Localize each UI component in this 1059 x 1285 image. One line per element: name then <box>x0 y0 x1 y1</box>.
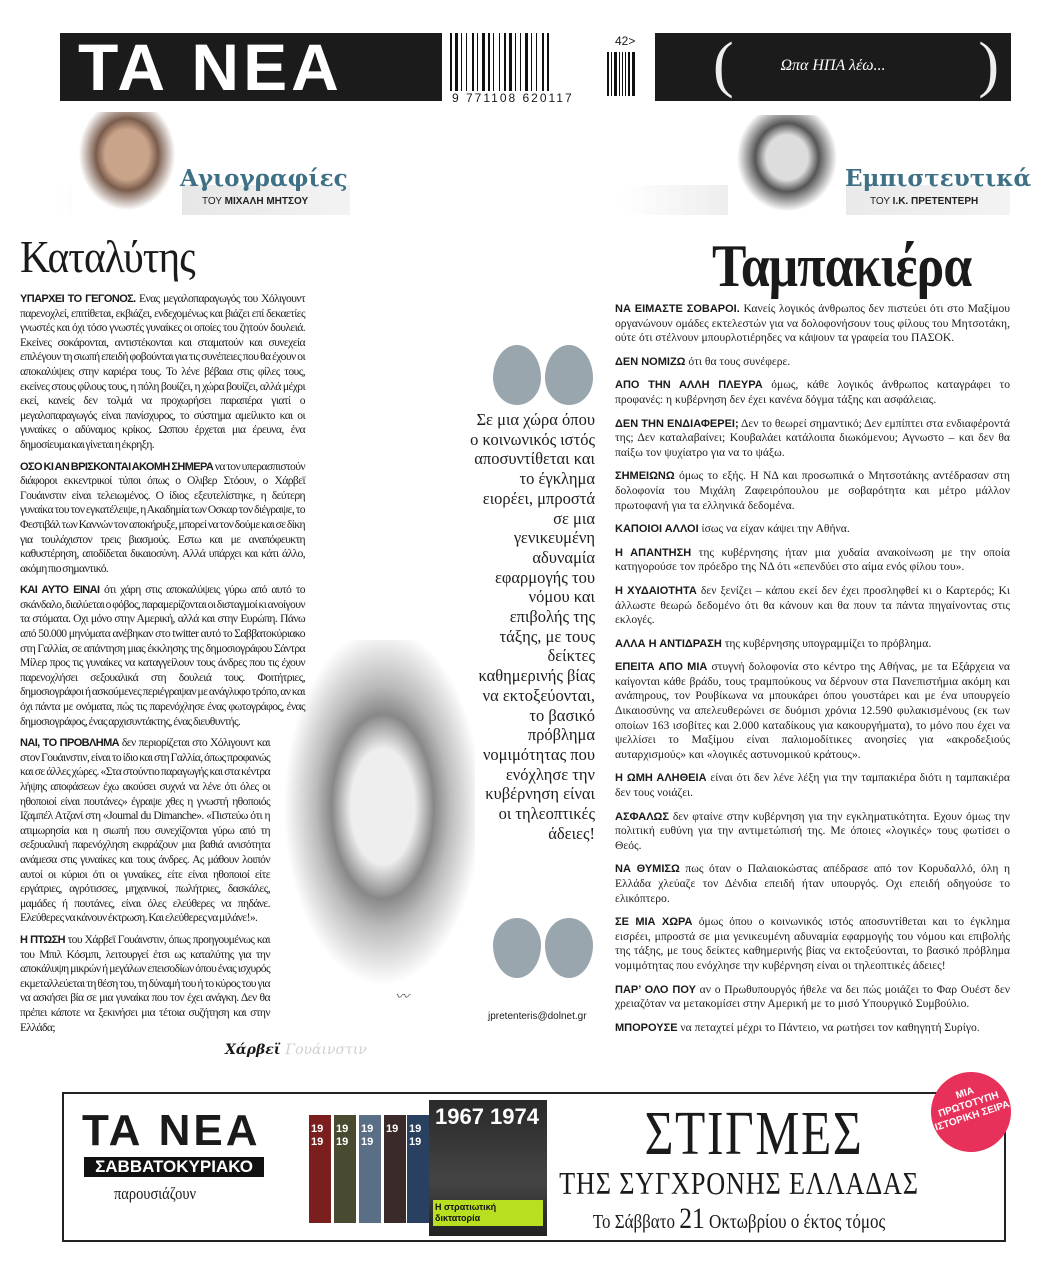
ad-subtitle: ΤΗΣ ΣΥΓΧΡΟΝΗΣ ΕΛΛΑΔΑΣ <box>559 1165 919 1201</box>
paragraph: Η ΑΠΑΝΤΗΣΗ της κυβέρνησης ήταν μια χυδαία ανακοίνωση με την οποία κατηγορούσε τον πρόεδρο της ΝΔ ότι «επενδύει στο αίμα ενός φίλου του». <box>615 545 1011 574</box>
ad-presents: παρουσιάζουν <box>114 1184 197 1203</box>
close-quote-icon <box>545 918 593 978</box>
slogan: Ωπα ΗΠΑ λέω... <box>780 57 886 74</box>
right-article-body <box>615 302 1010 1044</box>
artist-signature: 〰 <box>395 990 409 1005</box>
article-title: Ταμπακιέρα <box>712 233 972 299</box>
illustration-caption: Χάρβεϊ Γουάινστιν <box>225 1042 367 1058</box>
ad-logo-sub: ΣΑΒΒΑΤΟΚΥΡΙΑΚΟ <box>84 1157 264 1177</box>
byline: ΤΟΥ ΜΙΧΑΛΗ ΜΗΤΣΟΥ <box>202 196 309 207</box>
book-cover: 19 19 <box>359 1115 381 1223</box>
paragraph: ΝΑ ΕΙΜΑΣΤΕ ΣΟΒΑΡΟΙ. Κανείς λογικός άνθρωπος δεν πιστεύει ότι στο Μαξίμου οργανώνουν ομάδες εκτελεστών για να δολοφονήσουν τους φίλους του Μητσοτάκη, ούτε ότι στέλνουν μπουρλοτιέρηδες να κάψουν τα γραφεία του ΠΑΣΟΚ. <box>615 302 1010 345</box>
paragraph: ΣΕ ΜΙΑ ΧΩΡΑ όμως όπου ο κοινωνικός ιστός αποσυντίθεται και το έγκλημα εισρέει, μπροστά σε μια γενικευμένη αδυναμία εφαρμογής του νόμου και επιβολής της τάξης, με τους δείκτες καθημερινής βίας να εκτοξεύονται, το βασικό πρόβλημα νομιμότητας που ενόχλησε την κυβέρνηση είναι οι τηλεοπτικές άδειες! <box>615 915 1010 972</box>
barcode <box>450 33 600 91</box>
paragraph: ΕΠΕΙΤΑ ΑΠΟ ΜΙΑ στυγνή δολοφονία στο κέντρο της Αθήνας, με τα Εξάρχεια να καίγονται κάθε βράδυ, τους τραμπούκους να δέρνουν στα Πανεπιστήμια ακόμη και ανάπηρους, τον Ρουβίκωνα να μπουκάρει όπου γουστάρει και με ένα υπουργείο Δικαιοσύνης να απελευθερώνει σε δυόμισι χρόνια 12.590 φυλακισμένους (εκ των οποίων 163 ισοβίτες και 2.000 καταδίκους για κακουργήματα), το μόνο που έχει να ψελλίσει το Μαξίμου είναι παλιομοδίτικες ανοησίες για «ακροδεξιούς αυταρχισμούς» και «λογικές αστυνομικού κράτους». <box>615 660 1010 761</box>
paragraph: ΔΕΝ ΤΗΝ ΕΝΔΙΑΦΕΡΕΙ; Δεν το θεωρεί σημαντικό; Δεν εμπίπτει στα ενδιαφέροντά της; Δεν καταλαβαίνει; Κουβαλάει κατάλοιπα διωκόμενου; Αγνωστο – και δεν θα παίξω τον ψυχίατρο για να το ψάξω. <box>615 416 1010 459</box>
paragraph: ΠΑΡ’ ΟΛΟ ΠΟΥ αν ο Πρωθυπουργός ήθελε να δει πώς μοιάζει το Φαρ Ουέστ δεν χρειαζόταν να μετακομίσει στην Αμερική με το μισό Υπουργικό Συμβούλιο. <box>615 982 1010 1011</box>
paragraph: ΝΑΙ, ΤΟ ΠΡΟΒΛΗΜΑ δεν περιορίζεται στο Χόλιγουντ και στον Γουάινστιν, είναι το ίδιο και στη Γαλλία, όπως προφανώς και σε άλλες χώρες. «Στα στούντιο παραγωγής και στα κέντρα λήψης αποφάσεων έχω ακούσει συχνά να λένε ότι όλες οι ηθοποιοί είναι πουτάνες» έγραψε χθες η γνωστή ηθοποιός Ιζαμπέλ Ατζανί στη «Journal du Dimanche». «Πιστεύω ότι η ατιμωρησία και η σιωπή που συνεχίζονται γύρω από τη σεξουαλική παρενόχληση εκφράζουν μια βαθιά ανισότητα ανάμεσα στις γυναίκες και τους άνδρες. Ας μάθουν λοιπόν αυτοί οι κύριοι ότι οι γυναίκες, είτε είναι ηθοποιοί είτε εργάτριες, αγρότισσες, μηχανικοί, πωλήτριες, δασκάλες, μαμάδες ή πουτάνες, είναι όλες ελεύθερες να πηδάνε. Ελεύθερες να κάνουν έκτρωση. Και ελεύθερες να μιλάνε!». <box>20 736 270 925</box>
book-covers <box>304 1100 544 1236</box>
slogan-box <box>655 33 1011 101</box>
ad-date: Το Σάββατο 21 Οκτωβρίου ο έκτος τόμος <box>592 1202 886 1235</box>
ad-title: ΣΤΙΓΜΕΣ <box>644 1100 864 1168</box>
book-cover: 19 19 <box>334 1115 356 1223</box>
advertisement-banner[interactable] <box>62 1085 1012 1242</box>
ad-badge: ΜΙΑ ΠΡΩΤΟΤΥΠΗ ΙΣΤΟΡΙΚΗ ΣΕΙΡΑ <box>921 1062 1022 1163</box>
author-email[interactable]: jpretenteris@dolnet.gr <box>488 1011 587 1022</box>
barcode-addon-bars <box>607 52 635 96</box>
paragraph: ΝΑ ΘΥΜΙΣΩ πως όταν ο Παλαιοκώστας απέδρασε από τον Κορυδαλλό, όλη η Ελλάδα χλεύαζε τον Δένδια επειδή ήταν υπουργός. Οχι επειδή οδηγούσε το ελικόπτερο. <box>615 862 1011 905</box>
paren-open: ( <box>713 31 734 99</box>
byline: ΤΟΥ Ι.Κ. ΠΡΕΤΕΝΤΕΡΗ <box>870 196 979 207</box>
paragraph: Η ΠΤΩΣΗ του Χάρβεϊ Γουάινστιν, όπως προηγουμένως και του Μπιλ Κόσμπι, λειτουργεί έτσι ως καταλύτης για την αποκάλυψη μικρών ή μεγάλων επεισοδίων όπου ένας ισχυρός εκμεταλλεύεται τη θέση του, τη δύναμή του ή το κύρος του για να ασκήσει βία σε μια γυναίκα που τον έχει ανάγκη. Δεν θα πρέπει κάποτε να ξεκινήσει μια τέτοια συζήτηση και στην Ελλάδα; <box>20 932 270 1034</box>
author-photo <box>72 112 182 218</box>
paragraph: ΔΕΝ ΝΟΜΙΖΩ ότι θα τους συνέφερε. <box>615 354 791 368</box>
close-quote-icon <box>493 918 541 978</box>
paragraph: ΑΣΦΑΛΩΣ δεν φταίνε στην κυβέρνηση για την εγκληματικότητα. Εχουν όμως την πολιτική ευθύνη για την αντιμετώπισή της. Με όποιες «λογικές» τους φωτίσει ο Θεός. <box>615 809 1010 852</box>
barcode-number: 9 771108 620117 <box>452 91 574 105</box>
open-quote-icon <box>545 345 593 405</box>
book-cover: 19 <box>384 1115 406 1223</box>
author-photo <box>728 115 846 221</box>
featured-book-cover: 1967 1974 Η στρατιωτική δικτατορία <box>429 1100 547 1236</box>
left-article-body <box>20 292 305 1042</box>
paragraph: ΜΠΟΡΟΥΣΕ να πεταχτεί μέχρι το Πάντειο, να ρωτήσει τον καθηγητή Συρίγο. <box>615 1020 980 1034</box>
paragraph: ΚΑΙ ΑΥΤΟ ΕΙΝΑΙ ότι χάρη στις αποκαλύψεις γύρω από αυτό το σκάνδαλο, διαλύεται ο φόβος, παραμερίζονται οι δισταγμοί κι ανοίγουν τα στόματα. Οχι μόνο στην Αμερική, αλλά και στην Ευρώπη. Πάνω από 50.000 μηνύματα ανέβηκαν στο twitter αυτό το Σαββατοκύριακο στη Γαλλία, σε απάντηση μιας έκκλησης της δημοσιογράφου Σάντρα Μίλερ προς τις γυναίκες να καταγγείλουν τους άνδρες που τις έχουν παρενοχλήσει σεξουαλικά στη δουλειά τους. Φοιτήτριες, δημοσιογράφοι ή ασκούμενες περιέγραψαν με ανάγλυφο τρόπο, αν και όχι πάντα με ονόματα, πώς τις παρενόχλησε ένας φωτογράφος, ένας δημοσιογράφος, ένας αρχισυντάκτης, ένας διευθυντής. <box>20 583 305 728</box>
article-title: Καταλύτης <box>20 231 195 282</box>
paren-close: ) <box>978 31 999 99</box>
book-cover: 19 19 <box>407 1115 429 1223</box>
barcode-addon: 42> <box>615 34 636 48</box>
paragraph: Η ΧΥΔΑΙΟΤΗΤΑ δεν ξενίζει – κάπου εκεί δεν έχει προσληφθεί κι ο Καρτερός; Κι άλλωστε θεωρώ δεδομένο ότι θα κάνουν και θα πουν τα πάντα πηγαίνοντας στις εκλογές. <box>615 583 1010 627</box>
pull-quote: Σε μια χώρα όπου ο κοινωνικός ιστός αποσυντίθεται και το έγκλημα ειορέει, μπροστά σε μια γενικευμένη αδυναμία εφαρμογής του νόμου και επιβολής της τάξης, με τους δείκτες καθημερινής βίας να εκτοξεύονται, το βασικό πρόβλημα νομιμότητας που ενόχλησε την κυβέρνηση είναι οι τηλεοπτικές άδειες! <box>470 410 595 843</box>
paragraph: ΑΠΟ ΤΗΝ ΑΛΛΗ ΠΛΕΥΡΑ όμως, κάθε λογικός άνθρωπος καταγράφει το προφανές: η κυβέρνηση δεν έχει κανένα δόγμα τάξης και ασφάλειας. <box>615 378 1011 406</box>
open-quote-icon <box>493 345 541 405</box>
column-name: Αγιογραφίες <box>180 165 348 192</box>
paragraph: ΟΣΟ ΚΙ ΑΝ ΒΡΙΣΚΟΝΤΑΙ ΑΚΟΜΗ ΣΗΜΕΡΑ να τον υπερασπιστούν διάφοροι εκκεντρικοί τύποι όπως ο Ολιβερ Στόουν, ο Χάρβεϊ Γουάινστιν είναι τελειωμένος. Ο ίδιος εξευτελίστηκε, η δεύτερη γυναίκα του τον εγκατέλειψε, η Ακαδημία των Οσκαρ τον διέγραψε, το Φεστιβάλ των Καννών τον αποκήρυξε, μπορεί να τον δούμε και σε δίκη για τουλάχιστον τρεις βιασμούς. Εστω και με αναπόφευκτη καθυστέρηση, αποδίδεται δικαιοσύνη. Αλλά υπάρχει και κάτι άλλο, ακόμη πιο σημαντικό. <box>20 459 306 575</box>
paragraph: Η ΩΜΗ ΑΛΗΘΕΙΑ είναι ότι δεν λένε λέξη για την ταμπακιέρα διότι η ταμπακιέρα δεν τους νοιάζει. <box>615 771 1010 800</box>
column-name: Εμπιστευτικά <box>845 165 1032 192</box>
paragraph: ΣΗΜΕΙΩΝΩ όμως το εξής. Η ΝΔ και προσωπικά ο Μητσοτάκης αντέδρασαν στη δολοφονία του Μιχάλη Ζαφειρόπουλου με σοβαρότητα και μέτρο μάλλον πρωτοφανή για τα ελληνικά δεδομένα. <box>615 469 1010 512</box>
book-cover: 19 19 <box>309 1115 331 1223</box>
paragraph: ΑΛΛΑ Η ΑΝΤΙΔΡΑΣΗ της κυβέρνησης υπογραμμίζει το πρόβλημα. <box>615 636 932 650</box>
ad-logo: ΤΑ ΝΕΑ <box>82 1106 261 1155</box>
paragraph: ΚΑΠΟΙΟΙ ΑΛΛΟΙ ίσως να είχαν κάψει την Αθήνα. <box>615 522 850 536</box>
masthead-logo: ΤΑ ΝΕΑ <box>60 33 442 101</box>
paragraph: ΥΠΑΡΧΕΙ ΤΟ ΓΕΓΟΝΟΣ. Ενας μεγαλοπαραγωγός του Χόλιγουντ παρενοχλεί, επιτίθεται, εκβιάζει, ενδεχομένως και βιάζει επί δεκαετίες γνωστές και όχι τόσο γνωστές γυναίκες οι οποίες του ζητούν δουλειά. Εκείνες σοκάρονται, αντιστέκονται και σταματούν και συνεχεία επιλέγουν τη σιωπή επειδή φοβούνται για τις συνέπειες που θα έχουν οι αποκαλύψεις στην καριέρα τους. Το λένε βέβαια στις φίλες τους, εκείνες στους φίλους τους, η πόλη βουίζει, η χώρα βουίζει, αλλά μέχρι εκεί, κανείς δεν τολμά να προχωρήσει παραπέρα γιατί ο μεγαλοπαραγωγός είναι πανίσχυρος, το σύστημα αμείλικτο και οι γυναίκες ο αδύναμος κρίκος. Ωσπου έρχεται μια έρευνα, ένα δημοσίευμα και γίνεται η έκρηξη. <box>20 292 305 451</box>
